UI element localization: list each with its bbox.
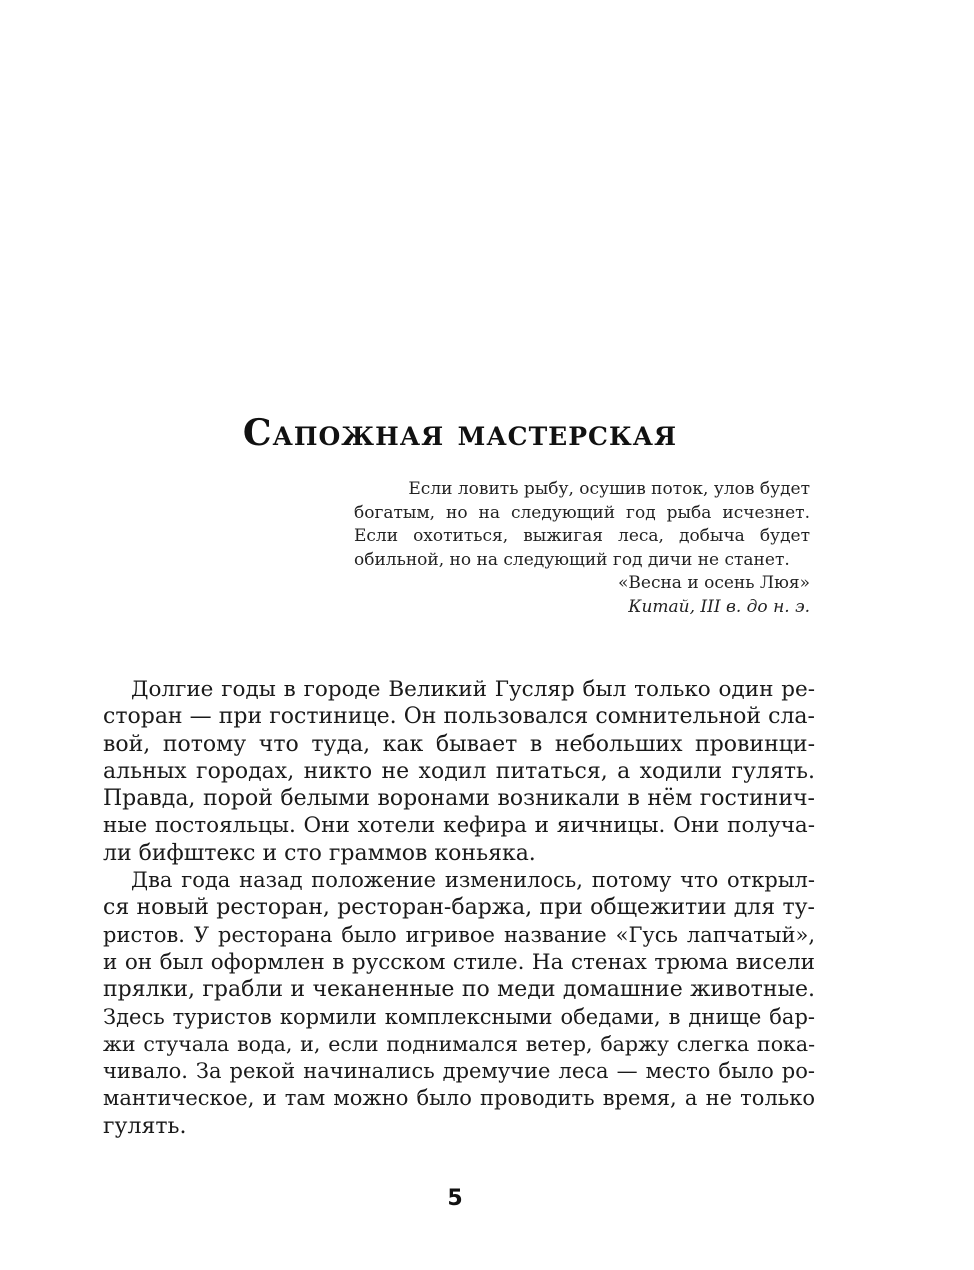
text-line: и он был оформлен в русском стиле. На стенах трюма висели [103, 949, 815, 975]
text-line: ристов. У ресторана было игривое название «Гусь лапчатый», [103, 922, 815, 947]
text-line: сторан — при гостинице. Он пользовался сомнительной сла- [103, 704, 815, 730]
text-line: гулять. [103, 1113, 187, 1139]
body-text [103, 676, 815, 1140]
text-line: Два года назад положение изменилось, потому что открыл- [131, 868, 815, 893]
chapter-title: Сапожная мастерская [242, 412, 678, 454]
text-line: прялки, грабли и чеканенные по меди домашние животные. [103, 977, 815, 1003]
epigraph [354, 478, 810, 619]
text-line: ся новый ресторан, ресторан-баржа, при общежитии для ту- [103, 895, 815, 921]
epigraph-line: богатым, но на следующий год рыба исчезнет. [354, 502, 810, 523]
epigraph-line: Если ловить рыбу, осушив поток, улов будет [408, 479, 810, 499]
text-line: жи стучала вода, и, если поднимался ветер, баржу слегка пока- [103, 1031, 815, 1056]
text-line: ли бифштекс и сто граммов коньяка. [103, 840, 536, 866]
epigraph-line: обильной, но на следующий год дичи не станет. [354, 549, 790, 570]
text-line: ные постояльцы. Они хотели кефира и яичницы. Они получа- [103, 813, 815, 839]
text-line: мантическое, и там можно было проводить время, а не только [103, 1086, 815, 1111]
page-number: 5 [447, 1186, 463, 1211]
epigraph-source: «Весна и осень Люя» [618, 573, 810, 593]
text-line: Здесь туристов кормили комплексными обедами, в днище бар- [103, 1004, 815, 1029]
paragraph-1 [103, 676, 815, 867]
epigraph-line: Если охотиться, выжигая леса, добыча будет [354, 526, 810, 546]
text-line: Долгие годы в городе Великий Гусляр был только один ре- [131, 677, 815, 702]
paragraph-2 [103, 867, 815, 1140]
text-line: альных городах, никто не ходил питаться, а ходили гулять. [103, 758, 815, 784]
epigraph-origin: Китай, III в. до н. э. [628, 596, 810, 617]
text-line: чивало. За рекой начинались дремучие леса — место было ро- [103, 1059, 815, 1084]
text-line: вой, потому что туда, как бывает в небольших провинци- [103, 731, 815, 757]
text-line: Правда, порой белыми воронами возникали в нём гостинич- [103, 786, 815, 812]
